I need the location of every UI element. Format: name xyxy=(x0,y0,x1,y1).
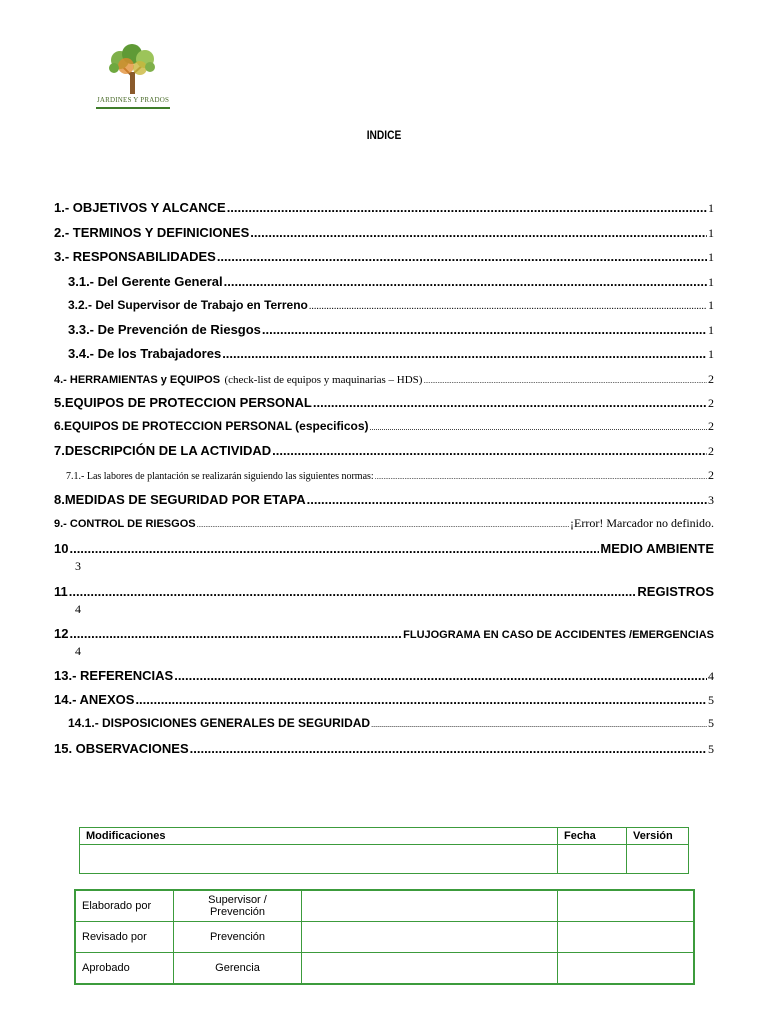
toc-entry[interactable] xyxy=(54,225,714,243)
date-cell[interactable] xyxy=(558,922,695,953)
toc-leader xyxy=(222,346,707,361)
toc-page-number: 3 xyxy=(75,559,81,573)
toc-entry-title: MEDIO AMBIENTE xyxy=(600,541,714,556)
toc-leader xyxy=(69,541,599,556)
toc-entry-title: 14.1.- DISPOSICIONES GENERALES DE SEGURIDAD xyxy=(68,716,371,730)
approval-value: Supervisor / Prevención xyxy=(174,890,302,922)
toc-page-number: 1 xyxy=(708,275,714,289)
toc-entry[interactable] xyxy=(68,322,714,340)
toc-entry[interactable] xyxy=(54,541,714,559)
toc-leader xyxy=(69,626,402,641)
toc-entry-title: 3.4.- De los Trabajadores xyxy=(68,346,222,361)
toc-page-number: ¡Error! Marcador no definido. xyxy=(570,516,714,530)
toc-page-number: 1 xyxy=(708,226,714,240)
logo-underline xyxy=(96,107,170,109)
toc-leader xyxy=(371,720,707,729)
version-header: Versión xyxy=(627,828,689,845)
toc-entry-number: 12 xyxy=(54,626,69,641)
modifications-table xyxy=(79,827,689,874)
signature-cell[interactable] xyxy=(302,922,558,953)
date-cell[interactable] xyxy=(558,845,627,874)
toc-leader xyxy=(262,322,707,337)
toc-entry-subtitle: (check-list de equipos y maquinarias – HDS) xyxy=(224,374,423,386)
version-cell[interactable] xyxy=(627,845,689,874)
toc-entry-title: 6.EQUIPOS DE PROTECCION PERSONAL (especificos) xyxy=(54,419,369,433)
toc-entry[interactable] xyxy=(54,200,714,218)
toc-entry-title: 15. OBSERVACIONES xyxy=(54,741,189,756)
toc-entry[interactable] xyxy=(66,468,714,486)
toc-page-number: 1 xyxy=(708,347,714,361)
toc-page-number: 1 xyxy=(708,201,714,215)
toc-entry-number: 10 xyxy=(54,541,69,556)
toc-page-number: 1 xyxy=(708,250,714,264)
toc-entry[interactable] xyxy=(68,346,714,364)
toc-entry[interactable] xyxy=(54,516,714,534)
toc-page-number: 4 xyxy=(708,669,714,683)
toc-leader xyxy=(69,584,637,599)
toc-entry-title: 14.- ANEXOS xyxy=(54,692,135,707)
approval-label: Elaborado por xyxy=(75,890,174,922)
toc-entry-title: 7.DESCRIPCIÓN DE LA ACTIVIDAD xyxy=(54,443,272,458)
modifications-header: Modificaciones xyxy=(80,828,558,845)
toc-entry-title: 4.- HERRAMIENTAS y EQUIPOS xyxy=(54,374,221,386)
toc-entry-title: 3.3.- De Prevención de Riesgos xyxy=(68,322,261,337)
toc-entry[interactable] xyxy=(54,443,714,461)
approval-label: Aprobado xyxy=(75,953,174,985)
toc-page-number: 5 xyxy=(708,742,714,756)
toc-leader xyxy=(217,249,707,264)
date-header: Fecha xyxy=(558,828,627,845)
company-logo xyxy=(94,44,172,114)
toc-leader xyxy=(197,521,569,529)
toc-leader xyxy=(307,492,707,507)
toc-leader xyxy=(224,274,707,289)
toc-entry[interactable] xyxy=(54,419,714,437)
toc-entry[interactable] xyxy=(54,249,714,267)
toc-entry[interactable] xyxy=(54,492,714,510)
toc-entry[interactable] xyxy=(68,298,714,316)
toc-page-number: 2 xyxy=(708,396,714,410)
toc-leader xyxy=(313,395,707,410)
toc-page-number: 5 xyxy=(708,716,714,730)
date-cell[interactable] xyxy=(558,953,695,985)
toc-leader xyxy=(250,225,707,240)
modifications-cell[interactable] xyxy=(80,845,558,874)
toc-leader xyxy=(135,692,707,707)
toc-entry-title: 3.2.- Del Supervisor de Trabajo en Terreno xyxy=(68,298,308,312)
signature-cell[interactable] xyxy=(302,890,558,922)
toc-page-number: 2 xyxy=(708,372,714,386)
toc-page-number: 1 xyxy=(708,298,714,312)
toc-entry-title: 5.EQUIPOS DE PROTECCION PERSONAL xyxy=(54,395,312,410)
toc-entry[interactable] xyxy=(68,716,714,734)
toc-entry-title: 2.- TERMINOS Y DEFINICIONES xyxy=(54,225,250,240)
toc-leader xyxy=(370,423,707,432)
date-cell[interactable] xyxy=(558,890,695,922)
toc-entry-title: 9.- CONTROL DE RIESGOS xyxy=(54,518,196,530)
toc-entry-number: 11 xyxy=(54,584,68,599)
toc-page-number: 1 xyxy=(708,323,714,337)
approval-table xyxy=(74,889,695,985)
toc-entry[interactable] xyxy=(54,370,714,388)
table-row xyxy=(75,953,694,985)
toc-page-number: 4 xyxy=(75,644,81,658)
logo-text: JARDINES Y PRADOS xyxy=(96,96,170,104)
toc-page-number: 3 xyxy=(708,493,714,507)
toc-entry[interactable] xyxy=(54,741,714,759)
toc-entry[interactable] xyxy=(54,668,714,686)
toc-leader xyxy=(190,741,707,756)
toc-entry[interactable] xyxy=(68,274,714,292)
toc-leader xyxy=(309,301,707,312)
toc-entry-title: FLUJOGRAMA EN CASO DE ACCIDENTES /EMERGENCIAS xyxy=(403,629,714,641)
table-row xyxy=(75,922,694,953)
signature-cell[interactable] xyxy=(302,953,558,985)
page-title: INDICE xyxy=(366,128,402,142)
tree-logo-icon xyxy=(94,44,172,96)
toc-entry-title: 8.MEDIDAS DE SEGURIDAD POR ETAPA xyxy=(54,492,306,507)
toc-entry[interactable] xyxy=(54,395,714,413)
approval-value: Prevención xyxy=(174,922,302,953)
toc-leader xyxy=(375,473,707,481)
table-row xyxy=(75,890,694,922)
approval-label: Revisado por xyxy=(75,922,174,953)
approval-value: Gerencia xyxy=(174,953,302,985)
toc-entry-title: 3.1.- Del Gerente General xyxy=(68,274,223,289)
toc-leader xyxy=(174,668,707,683)
toc-leader xyxy=(272,443,707,458)
toc-page-number: 2 xyxy=(708,468,714,482)
toc-entry-title: 7.1.- Las labores de plantación se realizarán siguiendo las siguientes normas: xyxy=(66,471,374,482)
toc-page-number: 4 xyxy=(75,602,81,616)
toc-page-number: 5 xyxy=(708,693,714,707)
toc-page-number: 2 xyxy=(708,419,714,433)
toc-page-number: 2 xyxy=(708,444,714,458)
toc-entry-title: 13.- REFERENCIAS xyxy=(54,668,174,683)
toc-leader xyxy=(423,377,707,385)
toc-entry-title: 1.- OBJETIVOS Y ALCANCE xyxy=(54,200,226,215)
toc-entry[interactable] xyxy=(54,584,714,602)
toc-entry[interactable] xyxy=(54,692,714,710)
toc-entry-title: REGISTROS xyxy=(637,584,714,599)
toc-entry[interactable] xyxy=(54,626,714,644)
toc-entry-title: 3.- RESPONSABILIDADES xyxy=(54,249,216,264)
toc-leader xyxy=(227,200,707,215)
